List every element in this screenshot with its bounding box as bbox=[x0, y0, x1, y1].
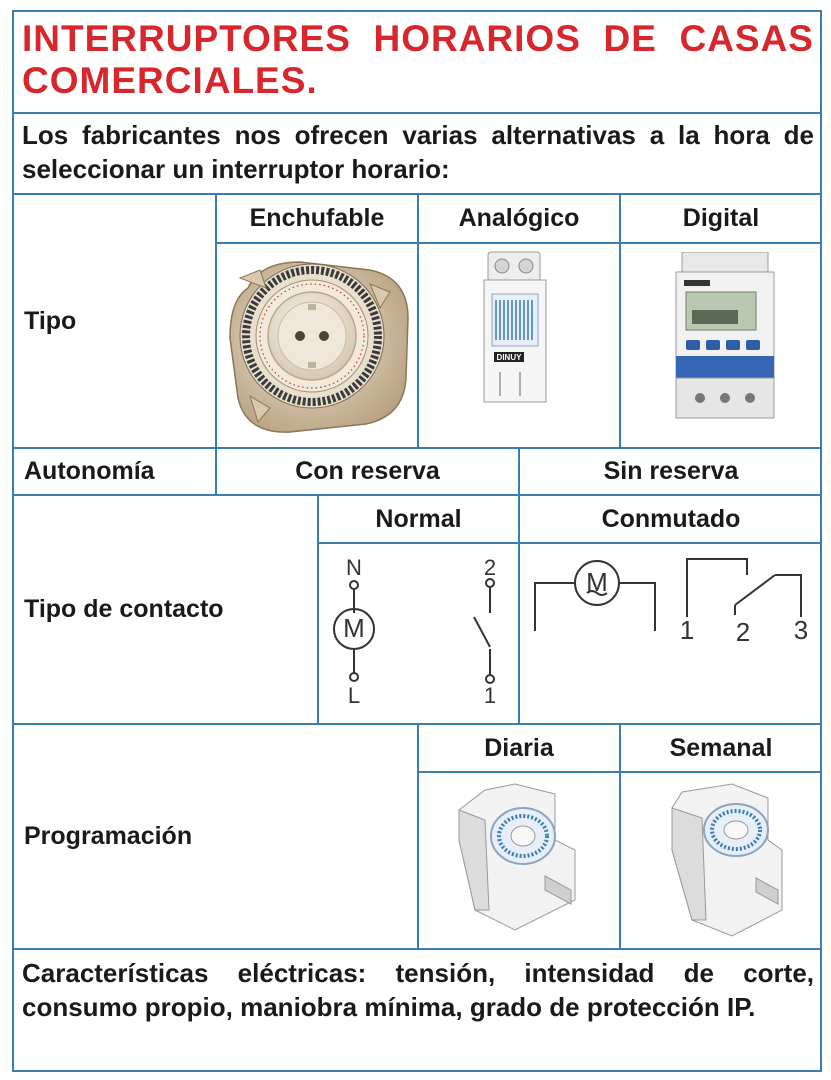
diaria-timer-image bbox=[445, 780, 595, 940]
footer-text: Características eléctricas: tensión, intensidad de corte, consumo propio, maniobra mínima, grado de protección IP. bbox=[22, 958, 814, 1022]
col-header-analogico: Analógico bbox=[458, 204, 580, 232]
digital-timer-image bbox=[670, 252, 780, 432]
terminal-2: 2 bbox=[483, 555, 497, 580]
divider bbox=[12, 112, 822, 114]
col-header-digital: Digital bbox=[682, 204, 760, 232]
page-title: INTERRUPTORES HORARIOS DE CASAS COMERCIALES. bbox=[22, 18, 814, 101]
motor-m: M bbox=[343, 613, 365, 643]
terminal-c3: 3 bbox=[793, 615, 809, 645]
terminal-c1: 1 bbox=[679, 615, 695, 645]
motor-m-conmutado: M bbox=[586, 567, 608, 597]
terminal-c2: 2 bbox=[735, 617, 751, 647]
terminal-1: 1 bbox=[483, 683, 497, 708]
divider bbox=[317, 542, 822, 544]
row-label-tipo-contacto: Tipo de contacto bbox=[24, 595, 224, 623]
autonomia-sin-reserva: Sin reserva bbox=[603, 457, 739, 485]
col-header-normal: Normal bbox=[375, 504, 462, 533]
terminal-l: L bbox=[347, 683, 361, 708]
col-header-enchufable: Enchufable bbox=[249, 204, 385, 232]
intro-text: Los fabricantes nos ofrecen varias alternativas a la hora de seleccionar un interruptor horario: bbox=[22, 120, 814, 184]
normal-contact-symbol bbox=[320, 545, 516, 721]
divider bbox=[215, 242, 822, 244]
col-header-semanal: Semanal bbox=[669, 733, 773, 762]
brand-label: DINUY bbox=[496, 353, 522, 362]
semanal-timer-image bbox=[652, 780, 792, 942]
row-label-autonomia: Autonomía bbox=[24, 457, 155, 485]
enchufable-timer-image bbox=[220, 248, 414, 444]
terminal-n: N bbox=[346, 555, 362, 580]
conmutado-contact-symbol bbox=[521, 545, 821, 721]
divider bbox=[12, 948, 822, 950]
row-label-tipo: Tipo bbox=[24, 306, 77, 335]
analogico-timer-image bbox=[470, 250, 560, 410]
col-header-diaria: Diaria bbox=[484, 733, 554, 762]
autonomia-con-reserva: Con reserva bbox=[295, 457, 440, 485]
row-label-programacion: Programación bbox=[24, 822, 193, 850]
col-header-conmutado: Conmutado bbox=[601, 504, 741, 533]
